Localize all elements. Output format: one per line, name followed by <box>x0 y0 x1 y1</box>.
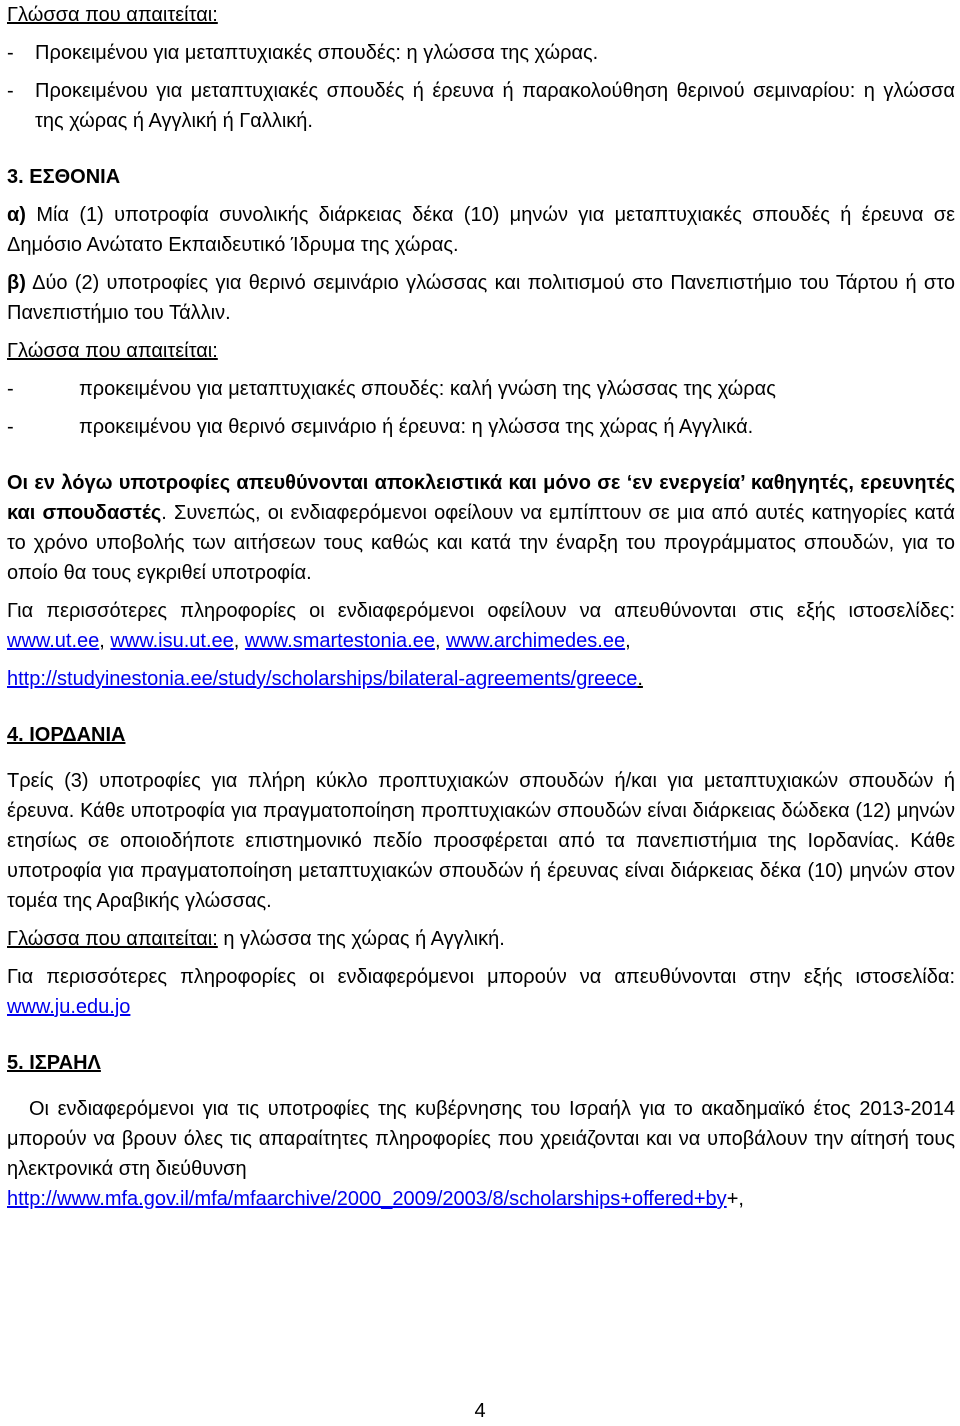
dash-marker: - <box>7 42 14 64</box>
dash-marker: - <box>7 80 14 102</box>
estonia-heading: 3. ΕΣΘΟΝΙΑ <box>7 166 121 188</box>
document-page <box>7 0 955 1214</box>
estonia-item-b: β) Δύο (2) υποτροφίες για θερινό σεμινάριο γλώσσας και πολιτισμού στο Πανεπιστήμιο του Τάρτου ή στο Πανεπιστήμιο του Τάλλιν. <box>7 272 956 324</box>
estonia-notice: Οι εν λόγω υποτροφίες απευθύνονται αποκλειστικά και μόνο σε ‘εν ενεργεία’ καθηγητές, ερευνητές και σπουδαστές. Συνεπώς, οι ενδιαφερόμενοι οφείλουν να εμπίπτουν σε μια από αυτές κατηγορίες κατά το χρόνο υποβολής των αιτήσεων τους καθώς και κατά την έναρξη του προγράμματος σπουδών, για το οποίο θα τους εγκριθεί υποτροφία. <box>7 472 955 584</box>
link-ut[interactable]: www.ut.ee <box>7 630 100 652</box>
israel-text: Οι ενδιαφερόμενοι για τις υποτροφίες της κυβέρνησης του Ισραήλ για το ακαδημαϊκό έτος 2013-2014 μπορούν να βρουν όλες τις απαραίτητες πληροφορίες που χρειάζονται και να υποβάλουν την αίτησή τους ηλεκτρονικά στη διεύθυνση <box>7 1098 955 1180</box>
link-isu-ut[interactable]: www.isu.ut.ee <box>110 630 234 652</box>
top-language-item-2: - Προκειμένου για μεταπτυχιακές σπουδές ή έρευνα ή παρακολούθηση θερινού σεμιναρίου: η γλώσσα της χώρας ή Αγγλική ή Γαλλική. <box>7 76 955 136</box>
jordan-language: Γλώσσα που απαιτείται: η γλώσσα της χώρας ή Αγγλική. <box>7 928 505 950</box>
link-archimedes[interactable]: www.archimedes.ee <box>446 630 626 652</box>
jordan-info: Για περισσότερες πληροφορίες οι ενδιαφερόμενοι μπορούν να απευθύνονται στην εξής ιστοσελίδα: www.ju.edu.jo <box>7 966 955 1018</box>
israel-heading: 5. ΙΣΡΑΗΛ <box>7 1052 101 1074</box>
jordan-text: Τρείς (3) υποτροφίες για πλήρη κύκλο προπτυχιακών σπουδών ή/και για μεταπτυχιακών σπουδών ή έρευνα. Κάθε υποτροφία για πραγματοποίηση προπτυχιακών σπουδών είναι διάρκειας δώδεκα (12) μηνών ετησίως σε οποιοδήποτε επιστημονικό πεδίο προσφέρεται από τα πανεπιστήμια της Ιορδανίας. Κάθε υποτροφία για πραγματοποίηση μεταπτυχιακών σπουδών ή έρευνας είναι διάρκειας δέκα (10) μηνών στον τομέα της Αραβικής γλώσσας. <box>7 770 955 912</box>
dash-marker: - <box>7 378 14 400</box>
estonia-info: Για περισσότερες πληροφορίες οι ενδιαφερόμενοι οφείλουν να απευθύνονται στις εξής ιστοσελίδες: www.ut.ee, www.isu.ut.ee, www.smartestonia.ee, www.archimedes.ee, <box>7 600 955 652</box>
estonia-language-item-2: - προκειμένου για θερινό σεμινάριο ή έρευνα: η γλώσσα της χώρας ή Αγγλικά. <box>7 412 955 442</box>
link-ju-edu[interactable]: www.ju.edu.jo <box>7 996 131 1018</box>
estonia-language-label: Γλώσσα που απαιτείται: <box>7 340 218 362</box>
dash-marker: - <box>7 416 14 438</box>
link-smartestonia[interactable]: www.smartestonia.ee <box>244 630 435 652</box>
link-mfa[interactable]: http://www.mfa.gov.il/mfa/mfaarchive/2000_2009/2003/8/scholarships+offered+by <box>7 1188 727 1210</box>
estonia-item-a: α) Μία (1) υποτροφία συνολικής διάρκειας δέκα (10) μηνών για μεταπτυχιακές σπουδές ή έρευνα σε Δημόσιο Ανώτατο Εκπαιδευτικό Ίδρυμα της χώρας. <box>7 204 955 256</box>
israel-link-line: http://www.mfa.gov.il/mfa/mfaarchive/2000_2009/2003/8/scholarships+offered+by+, <box>7 1188 744 1210</box>
top-language-item-1: - Προκειμένου για μεταπτυχιακές σπουδές: η γλώσσα της χώρας. <box>7 38 955 68</box>
page-number: 4 <box>474 1400 486 1422</box>
link-studyinestonia[interactable]: http://studyinestonia.ee/study/scholarships/bilateral-agreements/greece <box>7 668 638 690</box>
estonia-language-item-1: - προκειμένου για μεταπτυχιακές σπουδές: καλή γνώση της γλώσσας της χώρας <box>7 374 955 404</box>
estonia-long-link-line: http://studyinestonia.ee/study/scholarships/bilateral-agreements/greece. <box>7 668 643 690</box>
jordan-heading: 4. ΙΟΡΔΑΝΙΑ <box>7 724 126 746</box>
top-language-label: Γλώσσα που απαιτείται: <box>7 4 218 26</box>
